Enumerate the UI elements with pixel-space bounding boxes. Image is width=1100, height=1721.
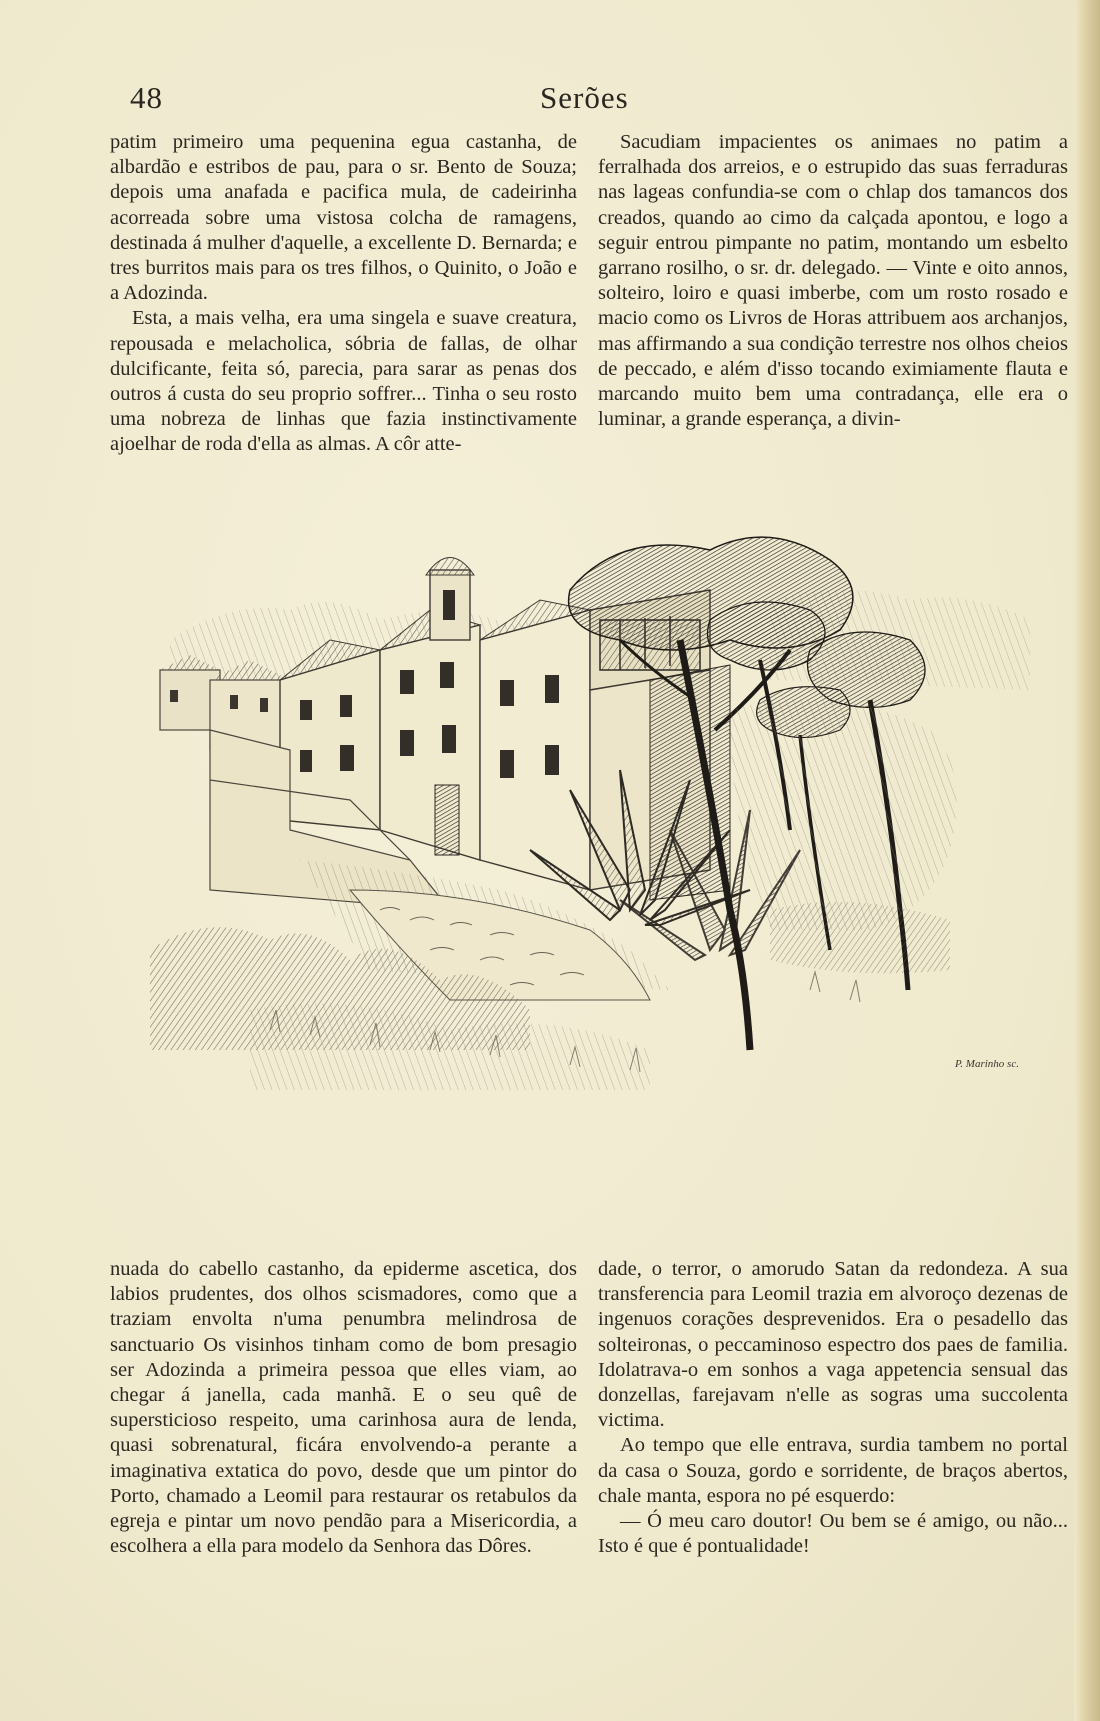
running-head: Serões	[540, 80, 629, 115]
paragraph: Esta, a mais velha, era uma singela e suave creatura, repousada e melacholica, sóbria de fallas, de olhar dulcificante, feita só, parecia, para sarar as penas dos outros á custa do seu proprio soffrer... Tinha o seu rosto uma nobreza de linhas que fazia instinctivamente ajoelhar de roda d'ella as almas. A côr atte-	[110, 307, 577, 456]
page-number: 48	[130, 80, 163, 115]
page-header	[130, 80, 930, 120]
engraving-illustration	[150, 530, 1050, 1230]
column-bottom-left	[110, 1257, 577, 1559]
paragraph: Ao tempo que elle entrava, surdia tambem no portal da casa o Souza, gordo e sorridente, de braços abertos, chale manta, espora no pé esquerdo:	[598, 1434, 1068, 1507]
paragraph: patim primeiro uma pequenina egua castanha, de albardão e estribos de pau, para o sr. Bento de Souza; depois uma anafada e pacifica mula, de cadeirinha acorreada sobre uma vistosa colcha de ramagens, destinada á mulher d'aquelle, a excellente D. Bernarda; e tres burritos mais para os tres filhos, o Quinito, o João e a Adozinda.	[110, 131, 577, 305]
paragraph: nuada do cabello castanho, da epiderme ascetica, dos labios prudentes, dos olhos scismadores, como que a traziam envolta n'uma penumbra melindrosa de sanctuario Os visinhos tinham como de bom presagio ser Adozinda a primeira pessoa que elles viam, ao chegar á janella, cada manhã. E o seu quê de supersticioso respeito, uma carinhosa aura de lenda, quasi sobrenatural, ficára envolvendo-a perante a imaginativa extatica do povo, desde que um pintor do Porto, chamado a Leomil para restaurar os retabulos da egreja e pintar um novo pendão para a Misericordia, a escolhera a ella para modelo da Senhora das Dôres.	[110, 1258, 577, 1558]
column-top-left	[110, 130, 577, 458]
engraver-signature: P. Marinho sc.	[955, 1058, 1019, 1070]
column-top-right	[598, 130, 1068, 432]
illustration-village-street	[150, 530, 1050, 1230]
paragraph: — Ó meu caro doutor! Ou bem se é amigo, ou não... Isto é que é pontualidade!	[598, 1510, 1068, 1558]
book-spine-shadow	[1074, 0, 1100, 1721]
paragraph: Sacudiam impacientes os animaes no patim a ferralhada dos arreios, e o estrupido das suas ferraduras nas lageas confundia-se com o chlap dos tamancos dos creados, quando ao cimo da calçada apontou, e logo a seguir entrou pimpante no patim, montando um esbelto garrano rosilho, o sr. dr. delegado. — Vinte e oito annos, solteiro, loiro e quasi imberbe, com um rosto rosado e macio como os Livros de Horas attribuem aos archanjos, mas affirmando a sua condição terrestre nos olhos cheios de peccado, e além d'isso tocando eximiamente flauta e marcando muito bem uma contradança, elle era o luminar, a grande esperança, a divin-	[598, 131, 1068, 431]
paragraph: dade, o terror, o amorudo Satan da redondeza. A sua transferencia para Leomil trazia em alvoroço dezenas de ingenuos corações desprevenidos. Era o pesadello das solteironas, o peccaminoso espectro dos paes de familia. Idolatrava-o em sonhos a vaga appetencia sensual das donzellas, farejavam n'elle as sogras uma succolenta victima.	[598, 1258, 1068, 1432]
column-bottom-right	[598, 1257, 1068, 1559]
